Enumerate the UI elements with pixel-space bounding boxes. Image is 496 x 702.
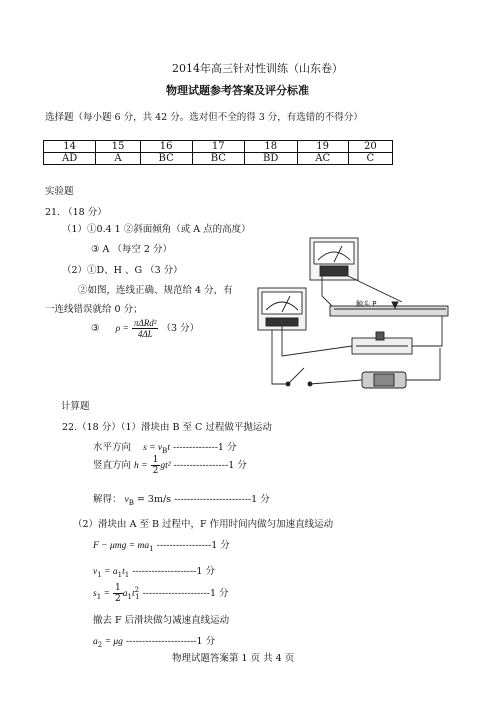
- eq-displacement: [93, 583, 229, 604]
- eq-disp-eq: =: [101, 589, 110, 599]
- q21-line4: ②如图，连线正确、规范给 4 分，有: [78, 285, 233, 296]
- eq-sub: 1: [96, 592, 102, 601]
- q21-line3: （2）①D、H 、G （3 分）: [62, 265, 183, 276]
- answer-table: [43, 140, 393, 165]
- eq-vertical-lhs: h =: [134, 461, 148, 471]
- eq-deceleration-score: ----------------------1 分: [125, 636, 216, 647]
- table-cell: 15: [96, 141, 140, 153]
- frac-den: 2: [115, 594, 121, 604]
- q22-line1: 22.（18 分）（1）滑块由 B 至 C 过程做平抛运动: [62, 422, 272, 433]
- eq-sub: 1: [124, 570, 130, 579]
- eq-horizontal-expr: s = v: [143, 443, 163, 453]
- eq-velocity-score: --------------------1 分: [132, 566, 215, 577]
- slider-contact-label: 触头 P: [356, 300, 377, 308]
- calc-heading: 计算题: [61, 401, 90, 412]
- eq-solve-score: ------------------------1 分: [174, 494, 270, 505]
- formula-numerator: πΔRd²: [133, 318, 157, 328]
- frac-den: 2: [152, 466, 159, 476]
- eq-t: t: [167, 443, 170, 453]
- resistivity-formula: [91, 318, 199, 339]
- q21-line1: （1）①0.4 1 ②斜面倾角（或 A 点的高度）: [62, 224, 251, 235]
- eq-horizontal-label: 水平方向: [93, 442, 132, 453]
- table-cell: 14: [44, 141, 96, 153]
- eq-sub: 1: [149, 544, 154, 553]
- eq-velocity: [93, 563, 215, 579]
- q21-line5: 一连线错误就给 0 分；: [45, 304, 143, 315]
- table-cell: BC: [140, 153, 192, 165]
- circled-three: ③: [91, 323, 100, 334]
- eq-solve-var: v: [124, 495, 129, 505]
- eq-newton-score: -----------------1 分: [156, 540, 230, 551]
- eq-newton-expr: F − μmg = ma: [93, 541, 150, 551]
- formula-score: （3 分）: [161, 323, 200, 334]
- eq-horizontal-score: --------------1 分: [172, 442, 237, 453]
- q22-part2: （2）滑块由 A 至 B 过程中，F 作用时间内做匀加速直线运动: [73, 519, 334, 530]
- table-row-numbers: [44, 141, 393, 153]
- eq-vertical-label: 竖直方向: [93, 460, 132, 471]
- eq-velocity-t: t: [122, 567, 125, 577]
- formula-lhs: ρ =: [115, 324, 129, 334]
- eq-vertical-rhs: gt²: [160, 461, 171, 471]
- eq-sub: B: [128, 498, 134, 507]
- eq-velocity-a: = a: [101, 567, 118, 577]
- table-cell: 20: [348, 141, 392, 153]
- eq-solve-value: = 3m/s: [133, 494, 172, 505]
- table-cell: 19: [297, 141, 348, 153]
- eq-disp-s: s: [93, 589, 97, 599]
- eq-deceleration: [93, 633, 215, 649]
- page-footer: 物理试题答案第 1 页 共 4 页: [172, 653, 295, 664]
- doc-subtitle: 物理试题参考答案及评分标准: [166, 84, 309, 97]
- table-cell: BC: [192, 153, 244, 165]
- table-cell: 17: [192, 141, 244, 153]
- table-cell: AD: [44, 153, 96, 165]
- experiment-heading: 实验题: [45, 186, 74, 197]
- q22-part3: 撤去 F 后滑块做匀减速直线运动: [93, 615, 230, 626]
- table-cell: AC: [297, 153, 348, 165]
- eq-sub: 2: [97, 640, 103, 649]
- eq-vertical: [93, 455, 247, 476]
- table-cell: BD: [244, 153, 297, 165]
- eq-velocity-v: v: [93, 567, 98, 577]
- eq-sub: B: [162, 446, 168, 455]
- table-cell: 16: [140, 141, 192, 153]
- eq-sub: 1: [135, 592, 140, 601]
- table-cell: C: [348, 153, 392, 165]
- frac-num: 1: [152, 455, 159, 465]
- q21-line2: ③ A （每空 2 分）: [91, 244, 173, 255]
- eq-solve-label: 解得：: [93, 494, 122, 505]
- eq-decel-rhs: = μg: [102, 637, 123, 647]
- table-cell: A: [96, 153, 140, 165]
- formula-denominator: 4ΔL: [137, 329, 153, 339]
- switch-icon: [288, 368, 304, 384]
- eq-displacement-score: ---------------------1 分: [142, 588, 229, 599]
- eq-decel-a: a: [93, 637, 98, 647]
- eq-sub: 1: [97, 570, 102, 579]
- eq-disp-a: a: [122, 589, 128, 599]
- circuit-figure: [252, 236, 452, 396]
- eq-horizontal: [93, 439, 237, 455]
- eq-sup: 2: [134, 585, 140, 594]
- frac-num: 1: [115, 583, 121, 593]
- table-cell: 18: [244, 141, 297, 153]
- eq-vertical-score: -----------------1 分: [173, 460, 247, 471]
- eq-sub: 1: [117, 570, 123, 579]
- resistance-wire-board: [330, 306, 448, 316]
- choice-heading: 选择题（每小题 6 分，共 42 分。选对但不全的得 3 分，有选错的不得分）: [45, 112, 363, 123]
- eq-disp-t: t: [131, 589, 135, 599]
- q21-label: 21. （18 分）: [45, 207, 107, 218]
- doc-title: 2014年高三针对性训练（山东卷）: [172, 62, 343, 75]
- eq-newton: [93, 537, 230, 553]
- table-row-answers: [44, 153, 393, 165]
- eq-solve: [93, 491, 270, 507]
- eq-sub: 1: [127, 592, 132, 601]
